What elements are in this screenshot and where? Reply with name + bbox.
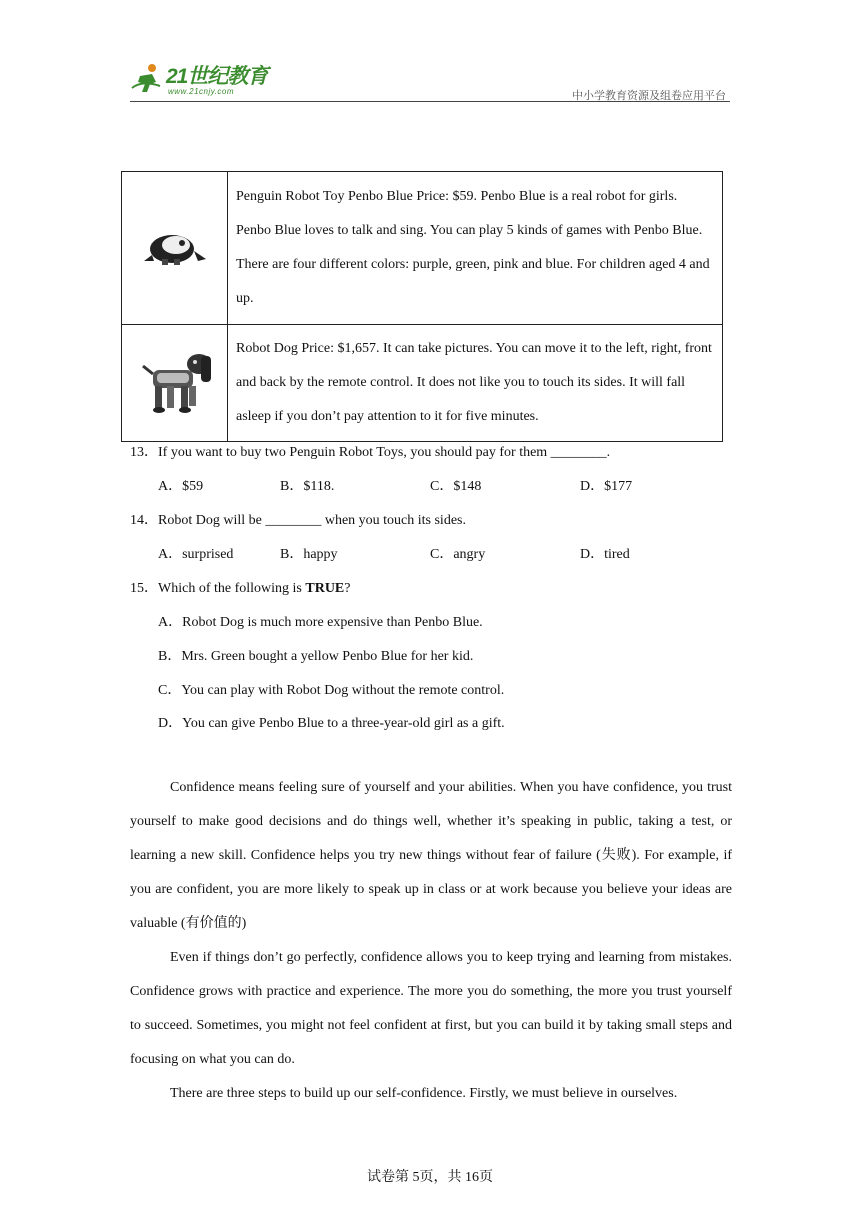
question-14-option-d[interactable]: D．tired <box>580 547 630 562</box>
question-15 <box>130 577 351 597</box>
robot-dog-image <box>135 346 215 416</box>
logo-url: www.21cnjy.com <box>168 87 234 96</box>
logo <box>130 60 280 104</box>
product-row <box>122 325 723 442</box>
question-15-stem-end: ? <box>344 581 351 596</box>
question-15-option-b[interactable]: B．Mrs. Green bought a yellow Penbo Blue for her kid. <box>158 649 474 664</box>
page-footer: 试卷第 5页，共 16页 <box>367 1170 493 1185</box>
product-row <box>122 172 723 325</box>
question-15-option-d[interactable]: D．You can give Penbo Blue to a three-year-old girl as a gift. <box>158 716 505 731</box>
logo-text: 21世纪教育 <box>166 65 268 88</box>
question-14-option-c[interactable]: C．angry <box>430 547 486 562</box>
product-image-cell <box>122 325 228 442</box>
reading-passage <box>130 771 732 1111</box>
question-13-option-d[interactable]: D．$177 <box>580 479 633 494</box>
runner-icon <box>130 62 166 98</box>
product-description: Penguin Robot Toy Penbo Blue Price: $59. Penbo Blue is a real robot for girls. Penbo Blue loves to talk and sing. You can play 5 kinds of games with Penbo Blue. There are four different colors: purple, green, pink and blue. For children aged 4 and up. <box>228 172 723 325</box>
question-15-emphasis: TRUE <box>305 581 345 596</box>
product-image-cell <box>122 172 228 325</box>
question-15-option-a[interactable]: A．Robot Dog is much more expensive than Penbo Blue. <box>158 615 483 630</box>
passage-paragraph: There are three steps to build up our self-confidence. Firstly, we must believe in ourselves. <box>170 1086 678 1101</box>
product-table <box>121 171 723 442</box>
question-15-stem: 15．Which of the following is <box>130 581 306 596</box>
penguin-robot-toy-image <box>140 221 210 271</box>
question-13: 13．If you want to buy two Penguin Robot Toys, you should pay for them ________. <box>130 445 611 460</box>
passage-paragraph: Even if things don’t go perfectly, confidence allows you to keep trying and learning from mistakes. Confidence grows with practice and experience. The more you do something, the more you trust yourself to succeed. Sometimes, you might not feel confident at first, but you can build it by taking small steps and focusing on what you can do. <box>130 950 732 1067</box>
question-13-option-b[interactable]: B．$118. <box>280 479 335 494</box>
header-divider <box>130 101 730 102</box>
page-header <box>130 60 730 104</box>
product-description: Robot Dog Price: $1,657. It can take pictures. You can move it to the left, right, front and back by the remote control. It does not like you to touch its sides. It will fall asleep if you don’t pay attention to it for five minutes. <box>228 325 723 442</box>
passage-paragraph: Confidence means feeling sure of yourself and your abilities. When you have confidence, you trust yourself to make good decisions and do things well, whether it’s speaking in public, taking a test, or learning a new skill. Confidence helps you try new things without fear of failure (失败). For example, if you are confident, you are more likely to speak up in class or at work because you believe your ideas are valuable (有价值的) <box>130 780 732 931</box>
question-14-option-b[interactable]: B．happy <box>280 547 338 562</box>
question-13-option-c[interactable]: C．$148 <box>430 479 482 494</box>
header-platform-text: 中小学教育资源及组卷应用平台 <box>572 89 726 102</box>
question-14: 14．Robot Dog will be ________ when you touch its sides. <box>130 513 466 528</box>
question-15-option-c[interactable]: C．You can play with Robot Dog without the remote control. <box>158 683 505 698</box>
question-14-option-a[interactable]: A．surprised <box>158 547 234 562</box>
question-13-option-a[interactable]: A．$59 <box>158 479 204 494</box>
